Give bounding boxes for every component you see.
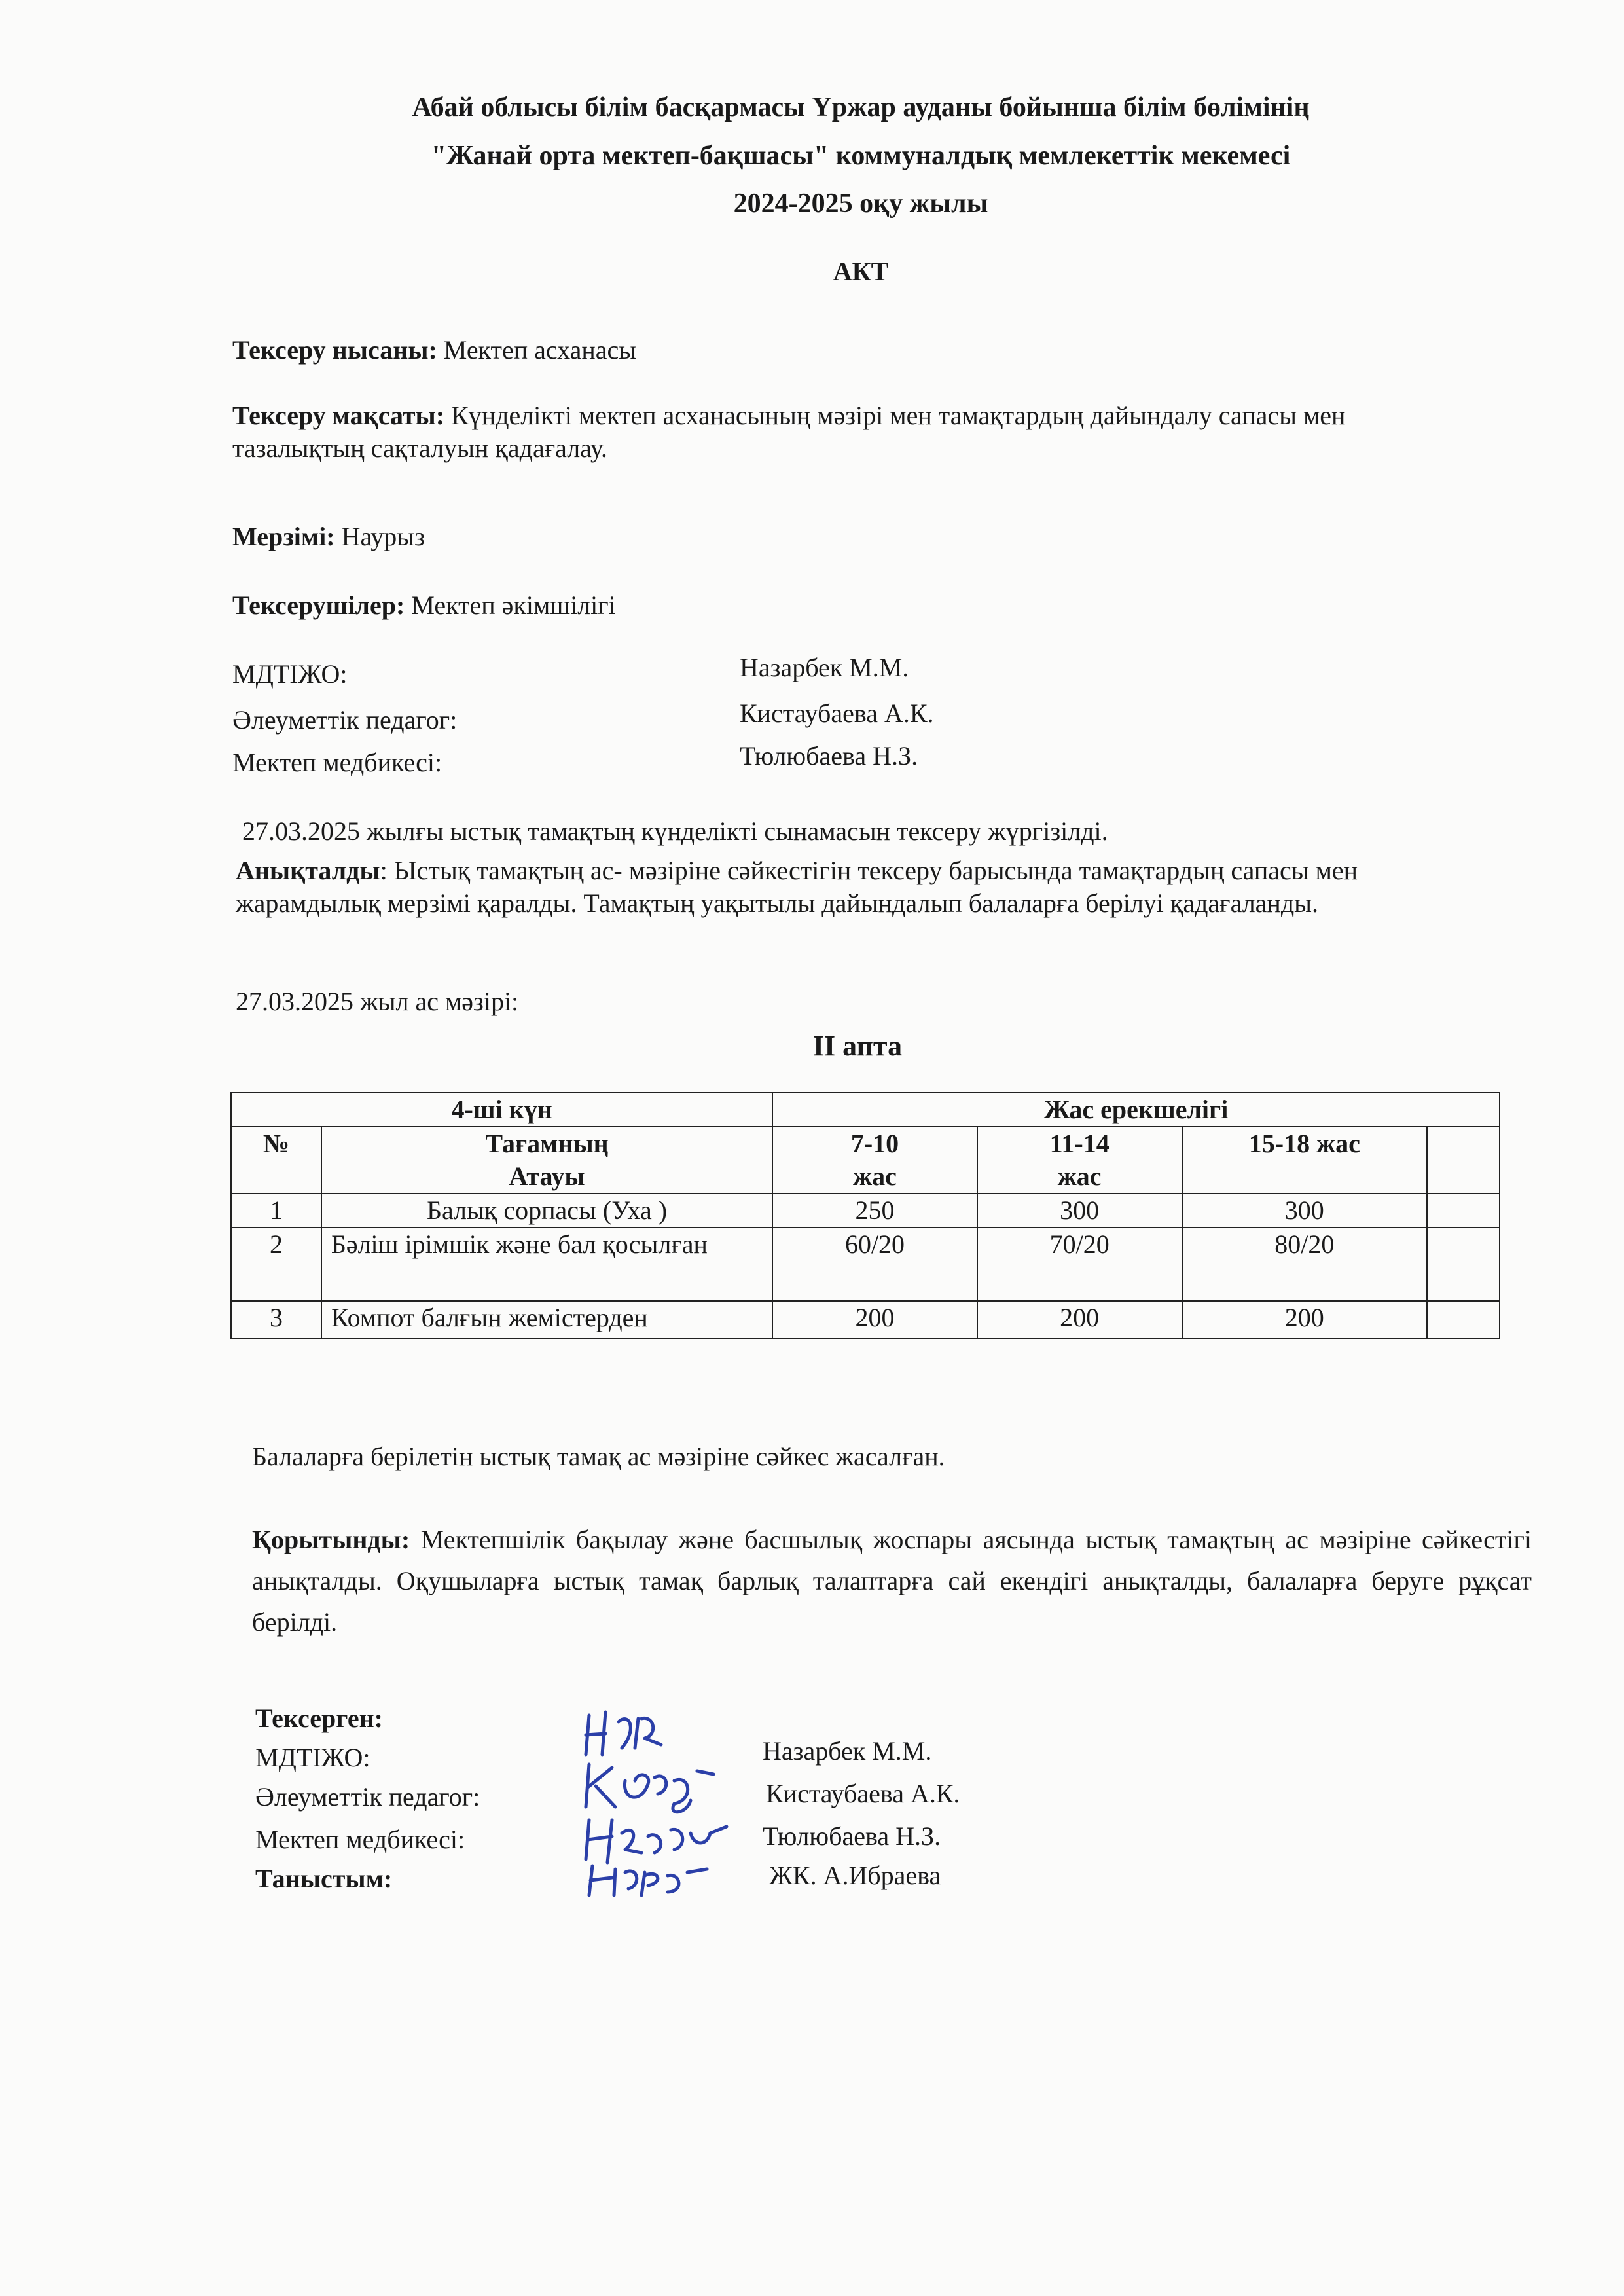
inspector-name: Кистаубаева А.К. <box>740 699 934 728</box>
age-col-header <box>1182 1127 1428 1194</box>
table-row <box>231 1194 1500 1228</box>
age-header: Жас ерекшелігі <box>772 1093 1500 1127</box>
table-row <box>231 1301 1500 1338</box>
age-col-line-1: 15-18 жас <box>1248 1129 1360 1158</box>
header-line-1: Абай облысы білім басқармасы Үржар ауданы бойынша білім бөлімінің <box>412 92 1310 122</box>
row-no: 2 <box>231 1228 321 1301</box>
inspection-term-value: Наурыз <box>334 522 425 551</box>
signoff-role: Әлеуметтік педагог: <box>255 1782 480 1812</box>
menu-date-line: 27.03.2025 жыл ас мәзірі: <box>236 987 519 1016</box>
inspector-role: Әлеуметтік педагог: <box>232 705 458 735</box>
dish-name: Компот балғын жемістерден <box>321 1301 772 1338</box>
age-col-line-2: жас <box>1057 1161 1102 1191</box>
dish-name: Бәліш ірімшік және бал қосылған <box>321 1228 772 1301</box>
menu-table <box>230 1092 1500 1339</box>
age-col-header <box>977 1127 1182 1194</box>
inspector-name: Тюлюбаева Н.З. <box>740 741 918 771</box>
day-header: 4-ші күн <box>231 1093 772 1127</box>
age-col-line-1: 7-10 <box>850 1129 899 1158</box>
inspectors <box>232 589 616 622</box>
inspection-purpose <box>232 399 1476 465</box>
inspection-purpose-label: Тексеру мақсаты: <box>232 401 445 430</box>
findings-text: : Ыстық тамақтың ас- мәзіріне сәйкестігін тексеру барысында тамақтардың сапасы мен жарамдылық мерзімі қаралды. Тамақтың уақытылы дайындалып балаларға берілуі қадағаланды. <box>236 856 1358 918</box>
empty-cell <box>1427 1127 1500 1194</box>
inspector-role: МДТІЖО: <box>232 659 348 689</box>
header-line-3: 2024-2025 оқу жылы <box>733 189 988 219</box>
inspection-object-label: Тексеру нысаны: <box>232 335 437 365</box>
inspection-object <box>232 334 636 367</box>
col-no-header: № <box>231 1127 321 1194</box>
after-table-text: Балаларға берілетін ыстық тамақ ас мәзіріне сәйкес жасалған. <box>252 1442 945 1471</box>
acquainted-name: ЖК. А.Ибраева <box>769 1861 941 1890</box>
col-name-line-2: Атауы <box>509 1161 585 1191</box>
table-row <box>231 1228 1500 1301</box>
findings-label: Анықталды <box>236 856 380 885</box>
acquainted-label: Таныстым: <box>255 1864 393 1893</box>
portion-11-14: 200 <box>977 1301 1182 1338</box>
inspection-term-label: Мерзімі: <box>232 522 335 551</box>
inspection-purpose-value: Күнделікті мектеп асханасының мәзірі мен тамақтардың дайындалу сапасы мен тазалықтың сақталуын қадағалау. <box>232 401 1346 463</box>
inspector-name: Назарбек М.М. <box>740 653 909 682</box>
portion-7-10: 200 <box>772 1301 977 1338</box>
age-col-line-2: жас <box>853 1161 897 1191</box>
age-col-header <box>772 1127 977 1194</box>
signoff-name: Тюлюбаева Н.З. <box>763 1821 941 1851</box>
portion-15-18: 80/20 <box>1182 1228 1428 1301</box>
col-name-header <box>321 1127 772 1194</box>
signoff-role: МДТІЖО: <box>255 1743 370 1772</box>
doc-title: АКТ <box>833 257 889 286</box>
conclusion-label: Қорытынды: <box>252 1525 410 1554</box>
signatures-image <box>576 1709 746 1899</box>
row-no: 3 <box>231 1301 321 1338</box>
signoff-name: Кистаубаева А.К. <box>766 1779 960 1808</box>
signoff-name: Назарбек М.М. <box>763 1736 932 1766</box>
week-label: ІІ апта <box>812 1030 903 1062</box>
table-subheader-row <box>231 1127 1500 1194</box>
empty-cell <box>1427 1301 1500 1338</box>
row-no: 1 <box>231 1194 321 1228</box>
table-header-row <box>231 1093 1500 1127</box>
findings <box>236 854 1499 920</box>
age-col-line-1: 11-14 <box>1049 1129 1110 1158</box>
header-line-2: "Жанай орта мектеп-бақшасы" коммуналдық мемлекеттік мекемесі <box>431 141 1291 171</box>
checked-label: Тексерген: <box>255 1704 383 1733</box>
intro-text: 27.03.2025 жылғы ыстық тамақтың күнделікті сынамасын тексеру жүргізілді. <box>242 816 1108 846</box>
conclusion-text: Мектепшілік бақылау және басшылық жоспары аясында ыстық тамақтың ас мәзіріне сәйкестігі анықталды. Оқушыларға ыстық тамақ барлық талаптарға сай екендігі анықталды, балаларға беруге рұқсат берілді. <box>252 1525 1532 1637</box>
portion-7-10: 250 <box>772 1194 977 1228</box>
inspection-term <box>232 520 425 553</box>
portion-11-14: 70/20 <box>977 1228 1182 1301</box>
portion-11-14: 300 <box>977 1194 1182 1228</box>
conclusion <box>252 1519 1532 1643</box>
portion-15-18: 200 <box>1182 1301 1428 1338</box>
portion-7-10: 60/20 <box>772 1228 977 1301</box>
inspector-role: Мектеп медбикесі: <box>232 748 442 777</box>
empty-cell <box>1427 1194 1500 1228</box>
dish-name: Балық сорпасы (Уха ) <box>321 1194 772 1228</box>
col-name-line-1: Тағамның <box>485 1129 609 1158</box>
portion-15-18: 300 <box>1182 1194 1428 1228</box>
inspectors-value: Мектеп әкімшілігі <box>405 591 616 620</box>
signoff-role: Мектеп медбикесі: <box>255 1825 465 1854</box>
inspectors-label: Тексерушілер: <box>232 591 405 620</box>
inspection-object-value: Мектеп асханасы <box>437 335 637 365</box>
empty-cell <box>1427 1228 1500 1301</box>
